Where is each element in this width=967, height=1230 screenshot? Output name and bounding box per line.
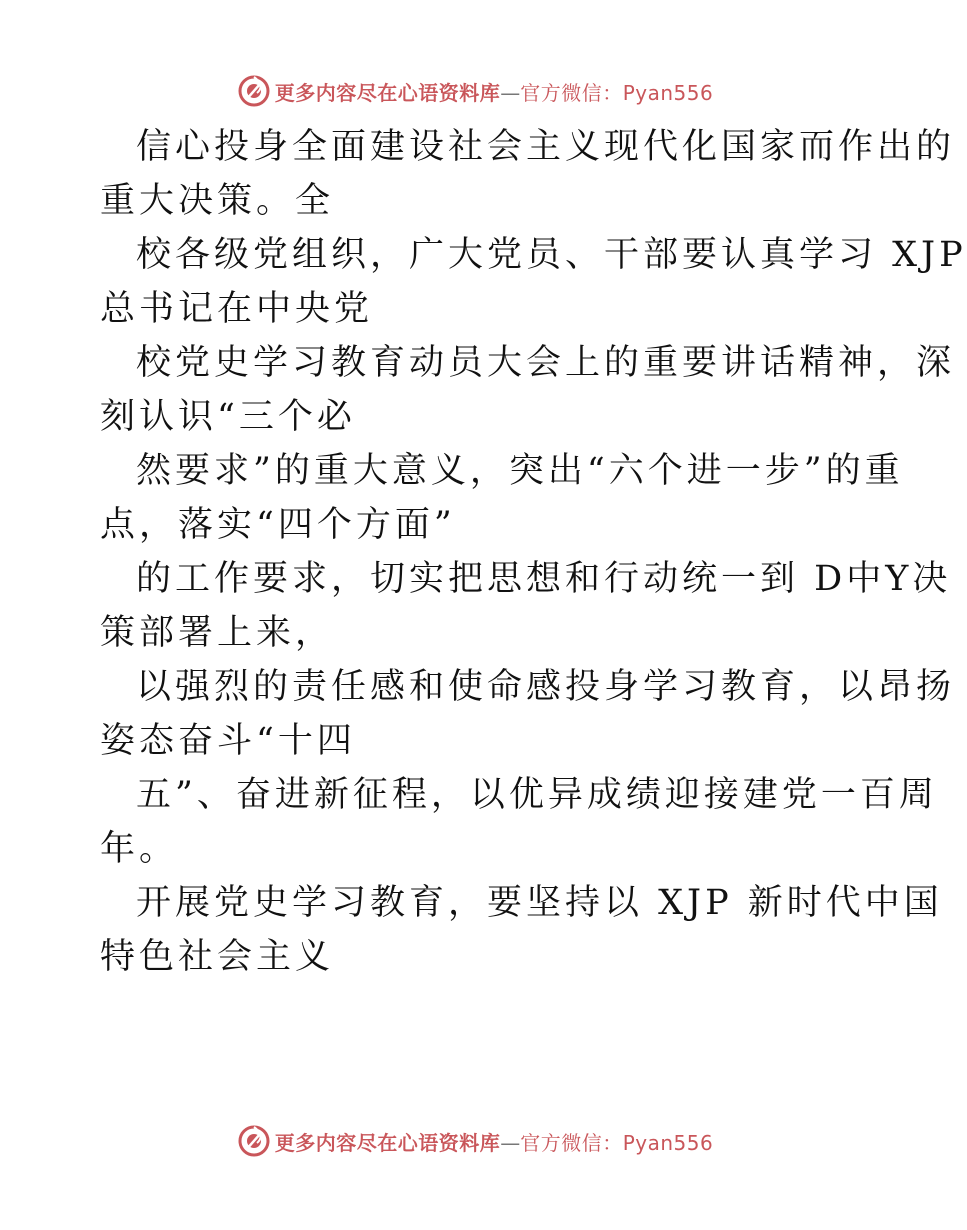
- footer-separator: —: [500, 1130, 521, 1155]
- body-line: 然要求”的重大意义，突出“六个进一步”的重: [136, 451, 904, 491]
- footer-banner: [0, 1121, 950, 1161]
- header-separator: —: [500, 80, 521, 105]
- header-brand-text: 更多内容尽在心语资料库: [274, 80, 501, 105]
- header-contact-text: 官方微信：Pyan556: [520, 80, 714, 105]
- body-line: 策部署上来，: [100, 613, 335, 653]
- body-line: 刻认识“三个必: [100, 397, 356, 437]
- document-body: [100, 120, 967, 984]
- body-line: 校党史学习教育动员大会上的重要讲话精神，深: [136, 343, 956, 383]
- body-line: 特色社会主义: [100, 937, 335, 977]
- body-line: 以强烈的责任感和使命感投身学习教育，以昂扬: [136, 667, 956, 707]
- footer-brand-text: 更多内容尽在心语资料库: [274, 1130, 501, 1155]
- body-line: 年。: [100, 829, 179, 869]
- footer-banner-text: [275, 1127, 714, 1156]
- body-line: 重大决策。全: [100, 181, 335, 221]
- header-banner: [0, 71, 950, 111]
- body-line: 校各级党组织，广大党员、干部要认真学习 XJP: [136, 235, 967, 275]
- body-line: 信心投身全面建设社会主义现代化国家而作出的: [136, 127, 956, 167]
- body-line: 五”、奋进新征程，以优异成绩迎接建党一百周: [136, 775, 938, 815]
- body-line: 开展党史学习教育，要坚持以 XJP 新时代中国: [136, 883, 943, 923]
- brand-logo-icon: [237, 74, 271, 108]
- footer-contact-text: 官方微信：Pyan556: [520, 1130, 714, 1155]
- body-line: 点，落实“四个方面”: [100, 505, 456, 545]
- body-line: 总书记在中央党: [100, 289, 374, 329]
- header-banner-text: [275, 77, 714, 106]
- body-line: 姿态奋斗“十四: [100, 721, 356, 761]
- brand-logo-icon: [237, 1124, 271, 1158]
- body-line: 的工作要求，切实把思想和行动统一到 D中Y决: [136, 559, 952, 599]
